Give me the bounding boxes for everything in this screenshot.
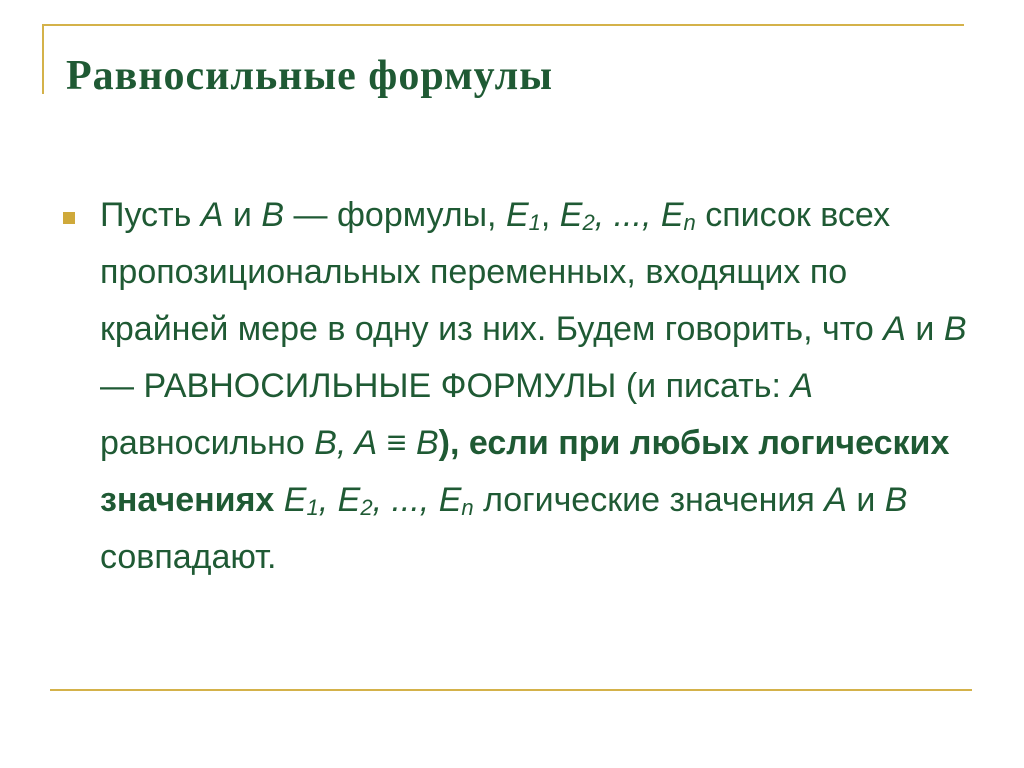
slide-title: Равносильные формулы xyxy=(66,53,553,99)
text-run: ), если при любых логических значениях xyxy=(100,424,950,519)
variable-subscript: 1 xyxy=(528,210,541,235)
slide-footer-rule xyxy=(50,689,972,691)
text-run: , ..., xyxy=(594,196,661,234)
formula-var: A xyxy=(883,310,906,348)
variable-subscript: n xyxy=(461,495,474,520)
text-run: , xyxy=(318,481,338,519)
formula-var: B xyxy=(415,424,439,462)
variable-symbol: E xyxy=(438,481,462,519)
variable-symbol: E xyxy=(337,481,361,519)
text-run: и xyxy=(905,310,944,348)
formula-var: A xyxy=(790,367,814,405)
text-run: , ..., xyxy=(372,481,439,519)
formula-var: B xyxy=(261,196,285,234)
slide-frame-top-rule xyxy=(42,24,964,26)
variable-symbol: E xyxy=(505,196,529,234)
variable-subscript: 2 xyxy=(582,210,595,235)
slide-frame-left-rule xyxy=(42,24,44,94)
text-run: Пусть xyxy=(100,196,201,234)
text-run: равносильно xyxy=(100,424,315,462)
formula-var: B, A xyxy=(314,424,378,462)
equivalence-symbol: ≡ xyxy=(377,424,416,462)
formula-var: B xyxy=(884,481,908,519)
variable-symbol: E xyxy=(283,481,307,519)
text-run: — формулы, xyxy=(284,196,506,234)
variable-subscript: n xyxy=(683,210,696,235)
text-run: — РАВНОСИЛЬНЫЕ ФОРМУЛЫ (и писать: xyxy=(100,367,791,405)
variable-subscript: 2 xyxy=(360,495,373,520)
text-run: , xyxy=(540,196,560,234)
text-run: логические значения xyxy=(473,481,825,519)
square-bullet-icon xyxy=(63,212,75,224)
text-run: и xyxy=(846,481,885,519)
variable-symbol: E xyxy=(559,196,583,234)
formula-var: A xyxy=(200,196,224,234)
definition-paragraph xyxy=(100,187,980,586)
text-run: совпадают. xyxy=(100,538,277,576)
variable-symbol: E xyxy=(660,196,684,234)
formula-var: A xyxy=(824,481,847,519)
text-run: список всех пропозициональных переменных, входящих по крайней мере в одну из них. Будем говорить, что xyxy=(100,196,891,348)
text-run: и xyxy=(223,196,262,234)
formula-var: B xyxy=(943,310,967,348)
variable-subscript: 1 xyxy=(306,495,319,520)
